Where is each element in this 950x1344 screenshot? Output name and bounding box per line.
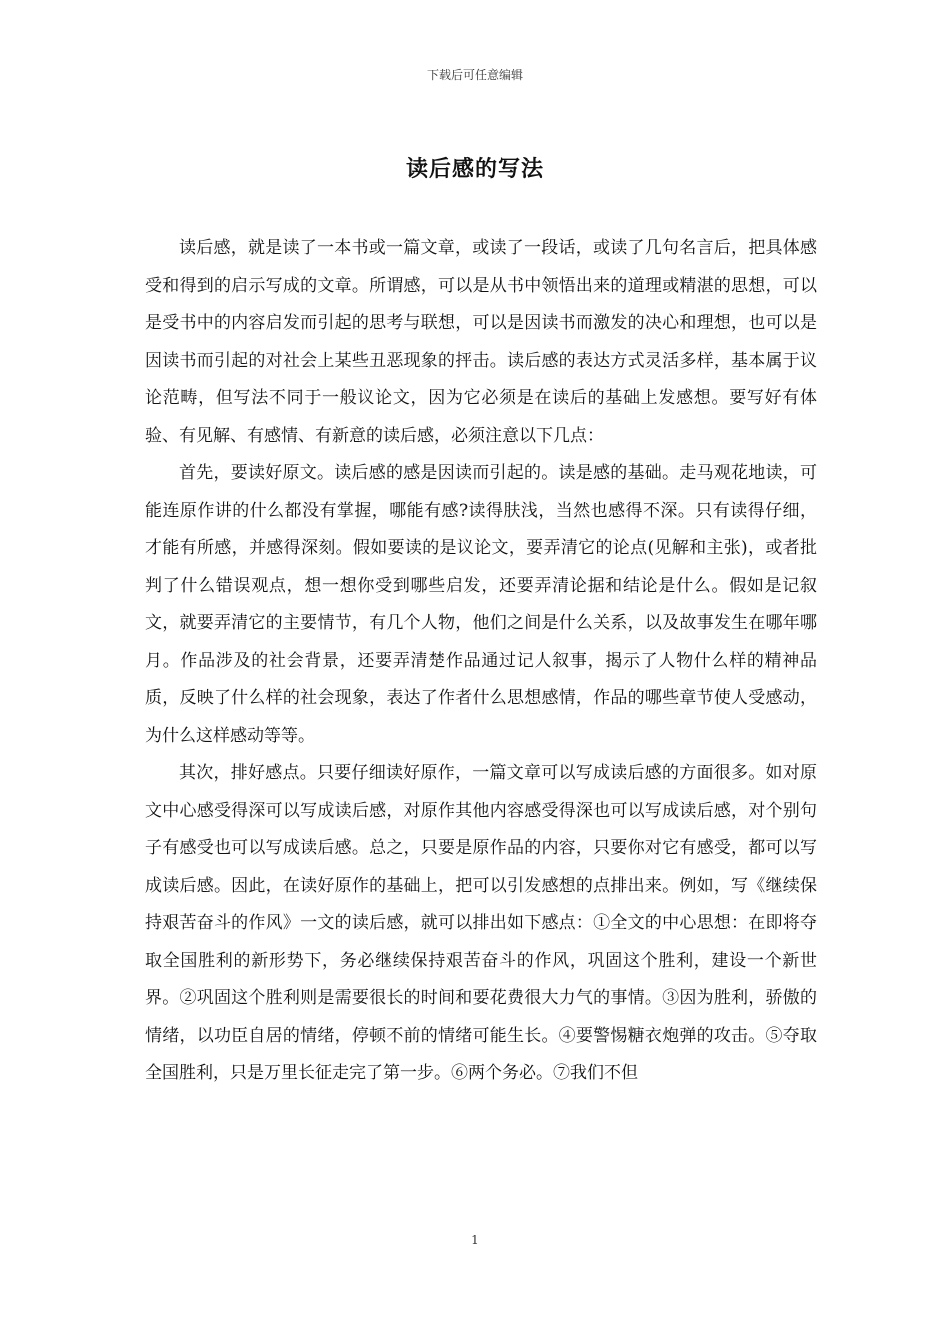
paragraph-second: 其次，排好感点。只要仔细读好原作，一篇文章可以写成读后感的方面很多。如对原文中心感受得深可以写成读后感，对原作其他内容感受得深也可以写成读后感，对个别句子有感受也可以写成读后感。总之，只要是原作品的内容，只要你对它有感受，都可以写成读后感。因此，在读好原作的基础上，把可以引发感想的点排出来。例如，写《继续保持艰苦奋斗的作风》一文的读后感，就可以排出如下感点：①全文的中心思想：在即将夺取全国胜利的新形势下，务必继续保持艰苦奋斗的作风，巩固这个胜利，建设一个新世界。②巩固这个胜利则是需要很长的时间和要花费很大力气的事情。③因为胜利，骄傲的情绪，以功臣自居的情绪，停顿不前的情绪可能生长。④要警惕糖衣炮弹的攻击。⑤夺取全国胜利，只是万里长征走完了第一步。⑥两个务必。⑦我们不但	[145, 763, 817, 1083]
page-header: 下载后可任意编辑	[426, 68, 523, 82]
document-title: 读后感的写法	[405, 156, 544, 182]
page-number: 1	[471, 1233, 479, 1247]
document-body	[145, 230, 817, 1093]
paragraph-first: 首先，要读好原文。读后感的感是因读而引起的。读是感的基础。走马观花地读，可能连原作讲的什么都没有掌握，哪能有感?读得肤浅，当然也感得不深。只有读得仔细，才能有所感，并感得深刻。假如要读的是议论文，要弄清它的论点(见解和主张)，或者批判了什么错误观点，想一想你受到哪些启发，还要弄清论据和结论是什么。假如是记叙文，就要弄清它的主要情节，有几个人物，他们之间是什么关系，以及故事发生在哪年哪月。作品涉及的社会背景，还要弄清楚作品通过记人叙事，揭示了人物什么样的精神品质，反映了什么样的社会现象，表达了作者什么思想感情，作品的哪些章节使人受感动，为什么这样感动等等。	[145, 463, 817, 746]
paragraph-intro: 读后感，就是读了一本书或一篇文章，或读了一段话，或读了几句名言后，把具体感受和得到的启示写成的文章。所谓感，可以是从书中领悟出来的道理或精湛的思想，可以是受书中的内容启发而引起的思考与联想，可以是因读书而激发的决心和理想，也可以是因读书而引起的对社会上某些丑恶现象的抨击。读后感的表达方式灵活多样，基本属于议论范畴，但写法不同于一般议论文，因为它必须是在读后的基础上发感想。要写好有体验、有见解、有感情、有新意的读后感，必须注意以下几点：	[145, 238, 817, 446]
